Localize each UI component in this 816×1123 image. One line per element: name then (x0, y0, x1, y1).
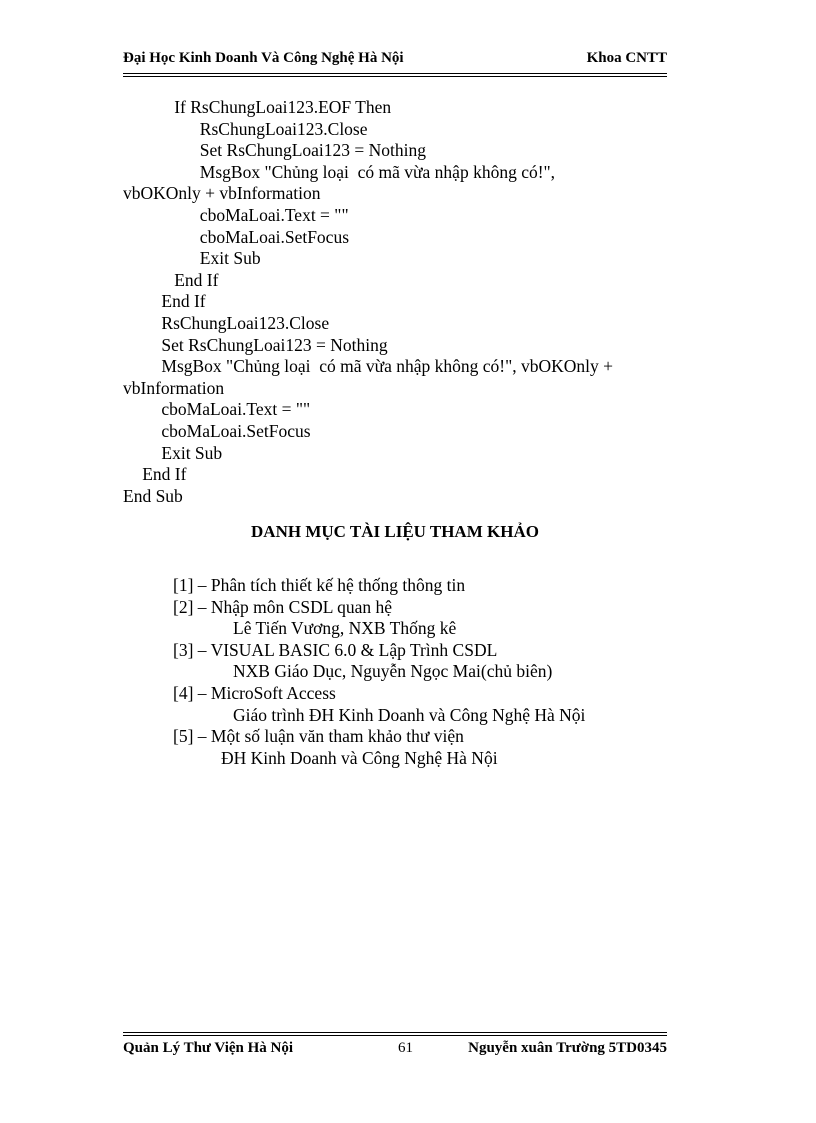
code-line: vbOKOnly + vbInformation (123, 183, 321, 204)
code-line: MsgBox "Chủng loại có mã vừa nhập không có!", vbOKOnly + (161, 356, 614, 377)
reference-detail: Lê Tiến Vương, NXB Thống kê (233, 618, 457, 639)
code-line: cboMaLoai.SetFocus (199, 226, 350, 247)
reference-item: [1] – Phân tích thiết kế hệ thống thông tin (173, 575, 466, 595)
references-title: DANH MỤC TÀI LIỆU THAM KHẢO (251, 522, 539, 541)
code-line: If RsChungLoai123.EOF Then (174, 97, 392, 117)
code-line: End If (174, 269, 219, 290)
footer-author: Nguyễn xuân Trường 5TD0345 (468, 1040, 667, 1056)
code-line: Exit Sub (199, 248, 261, 269)
reference-item: [3] – VISUAL BASIC 6.0 & Lập Trình CSDL (173, 639, 498, 660)
reference-item: [5] – Một số luận văn tham khảo thư viện (173, 726, 464, 747)
page-header (123, 50, 667, 74)
code-block (123, 97, 667, 507)
code-line: RsChungLoai123.Close (199, 118, 368, 139)
code-line: Set RsChungLoai123 = Nothing (199, 140, 426, 161)
footer-rule (123, 1032, 667, 1033)
references-list (173, 575, 585, 769)
code-line: Set RsChungLoai123 = Nothing (161, 334, 388, 355)
header-faculty: Khoa CNTT (586, 50, 667, 66)
header-university: Đại Học Kinh Doanh Và Công Nghệ Hà Nội (123, 50, 404, 66)
page-number: 61 (398, 1040, 413, 1056)
page-footer (123, 1035, 667, 1057)
code-line: End Sub (123, 485, 183, 506)
code-line: vbInformation (123, 377, 225, 398)
code-line: cboMaLoai.Text = "" (161, 399, 311, 420)
code-line: End If (161, 291, 206, 312)
reference-detail: NXB Giáo Dục, Nguyễn Ngọc Mai(chủ biên) (233, 661, 553, 682)
code-line: RsChungLoai123.Close (161, 312, 330, 333)
reference-item: [2] – Nhập môn CSDL quan hệ (173, 596, 393, 617)
code-line: cboMaLoai.SetFocus (161, 420, 311, 441)
code-line: MsgBox "Chủng loại có mã vừa nhập không có!", (199, 161, 556, 182)
code-line: cboMaLoai.Text = "" (199, 204, 349, 225)
reference-detail: ĐH Kinh Doanh và Công Nghệ Hà Nội (221, 747, 498, 768)
reference-detail: Giáo trình ĐH Kinh Doanh và Công Nghệ Hà Nội (233, 704, 586, 725)
code-line: End If (142, 464, 187, 485)
code-line: Exit Sub (161, 442, 223, 463)
footer-project-title: Quản Lý Thư Viện Hà Nội (123, 1040, 294, 1056)
reference-item: [4] – MicroSoft Access (173, 682, 336, 703)
header-rule (123, 76, 667, 77)
